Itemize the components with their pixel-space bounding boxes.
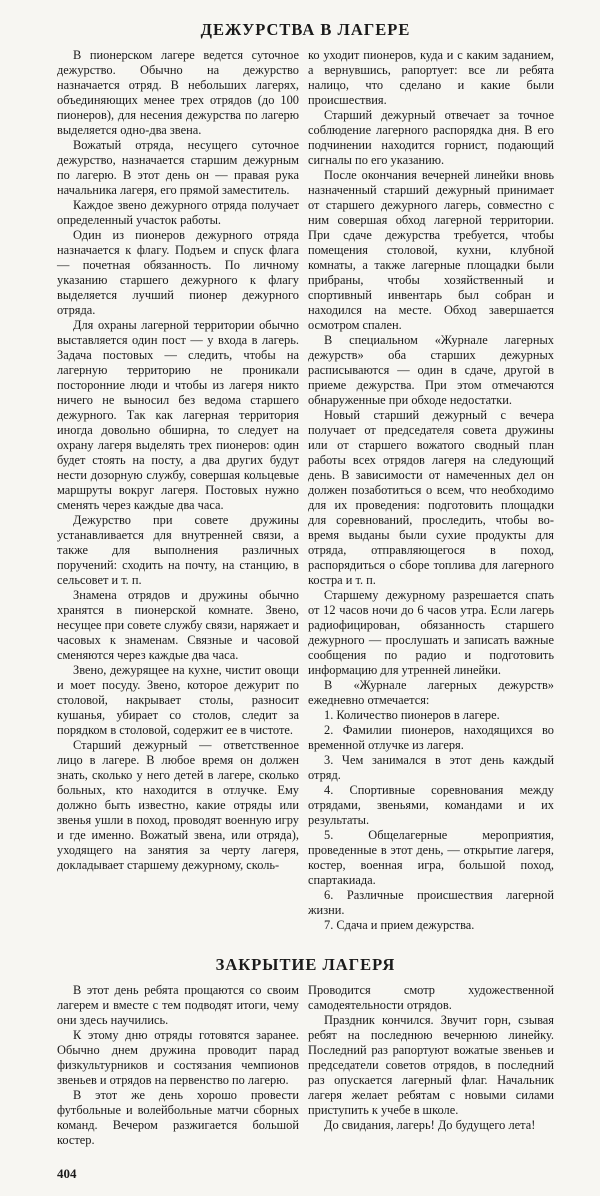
journal-list-item: 4. Спортивные соревнования между отрядами, звеньями, командами и их результаты. [308,783,554,827]
paragraph: Дежурство при совете дружины устанавливается для внутренней связи, а также для выполнения различных поручений: сходить на почту, на станцию, в сельсовет и т. п. [57,513,299,587]
journal-list-item: 6. Различные происшествия лагерной жизни. [308,888,554,917]
journal-list-item: 1. Количество пионеров в лагере. [324,708,500,722]
paragraph: Знамена отрядов и дружины обычно хранятся в пионерской комнате. Звено, несущее при совете службу связи, наряжает и часовых к знаменам. Связные и часовой сменяются через каждые два часа. [57,588,299,662]
paragraph: Новый старший дежурный с вечера получает от председателя совета дружины или от старшего вожатого сводный план работы всех отрядов лагеря на следующий день. В зависимости от намеченных дел он должен позаботиться о всем, что необходимо для их проведения: подготовить площадки для соревнований, проследить, чтобы во-время выданы были сухие продукты для отряда, отправляющегося в поход, распорядиться о сборе топлива для лагерного костра и т. п. [308,408,554,587]
section-title-duty: ДЕЖУРСТВА В ЛАГЕРЕ [200,20,411,39]
paragraph: В этот же день хорошо провести футбольные и волейбольные матчи сборных команд. Вечером разжигается большой костер. [57,1088,299,1147]
paragraph: В специальном «Журнале лагерных дежурств» оба старших дежурных расписываются — один в сдаче, другой в приеме дежурства. При этом отмечаются обнаруженные при обходе недостатки. [308,333,554,407]
paragraph: Каждое звено дежурного отряда получает определенный участок работы. [57,198,299,227]
paragraph: Звено, дежурящее на кухне, чистит овощи и моет посуду. Звено, которое дежурит по столовой, накрывает столы, разносит кушанья, убирает со столов, следит за порядком в столовой, содержит ее в чистоте. [57,663,299,737]
closing-right-column [308,983,554,1133]
closing-section [57,983,554,1148]
paragraph: Праздник кончился. Звучит горн, сзывая ребят на последнюю вечернюю линейку. Последний раз рапортуют вожатые звеньев и председатели советов отрядов, в последний раз опускается лагерный флаг. Начальник лагеря желает ребятам с новыми силами приступить к учебе в школе. [308,1013,554,1117]
journal-list-item: 5. Общелагерные мероприятия, проведенные в этот день, — открытие лагеря, костер, военная игра, большой поход, спартакиада. [308,828,554,887]
paragraph: Старший дежурный — ответственное лицо в лагере. В любое время он должен знать, сколько у него детей в лагере, сколько больных, кто находится в отлучке. Ему должно быть известно, какие отряды или звенья ушли в поход, проводят военную игру и где именно. Вожатый звена, или отряда), уходящего на занятия за черту лагеря, докладывает старшему дежурному, сколь- [57,738,299,872]
paragraph: Проводится смотр художественной самодеятельности отрядов. [308,983,554,1012]
paragraph-continuation: ко уходит пионеров, куда и с каким заданием, а вернувшись, рапортует: все ли ребята налицо, что сделано и какие были происшествия. [308,48,554,107]
paragraph: Вожатый отряда, несущего суточное дежурство, назначается старшим дежурным по лагерю. В этот день он — правая рука начальника лагеря, его прямой заместитель. [57,138,299,197]
paragraph: Старшему дежурному разрешается спать от 12 часов ночи до 6 часов утра. Если лагерь радиофицирован, обязанность старшего дежурного — прослушать и записать важные сообщения по радио и подготовить информацию для утренней линейки. [308,588,554,677]
duty-right-column [308,48,554,933]
journal-list-item: 2. Фамилии пионеров, находящихся во временной отлучке из лагеря. [308,723,554,752]
closing-left-column [57,983,299,1148]
paragraph: К этому дню отряды готовятся заранее. Обычно днем дружина проводит парад физкультурников и состязания чемпионов звеньев и отрядов на первенство по лагерю. [57,1028,299,1087]
paragraph: Старший дежурный отвечает за точное соблюдение лагерного распорядка дня. В его подчинении находится горнист, подающий сигналы по его указанию. [308,108,554,167]
paragraph: В этот день ребята прощаются со своим лагерем и вместе с тем подводят итоги, чему они здесь научились. [57,983,299,1027]
paragraph: После окончания вечерней линейки вновь назначенный старший дежурный принимает от старшего дежурного лагерь, совместно с ним совершая обход лагерной территории. При сдаче дежурства требуется, чтобы помещения столовой, кухни, клубной комнаты, а также лагерные площадки были прибраны, чтобы хозяйственный и спортивный инвентарь был собран и находился на месте. Обход завершается осмотром спален. [308,168,554,332]
duty-left-column [57,48,299,873]
paragraph: В пионерском лагере ведется суточное дежурство. Обычно на дежурство назначается отряд. В небольших лагерях, объединяющих менее трех отрядов (до 100 пионеров), для несения дежурства по лагерю выделяется одно-два звена. [57,48,299,137]
journal-list-item: 7. Сдача и прием дежурства. [324,918,475,932]
duty-section [57,48,554,933]
section-title-closing: ЗАКРЫТИЕ ЛАГЕРЯ [215,955,396,974]
paragraph: Один из пионеров дежурного отряда назначается к флагу. Подъем и спуск флага — почетная обязанность. По личному указанию старшего дежурного к флагу выделяется лучший пионер дежурного отряда. [57,228,299,317]
paragraph: До свидания, лагерь! До будущего лета! [324,1118,536,1132]
journal-list-item: 3. Чем занимался в этот день каждый отряд. [308,753,554,782]
paragraph: В «Журнале лагерных дежурств» ежедневно отмечается: [308,678,554,707]
paragraph: Для охраны лагерной территории обычно выставляется один пост — у входа в лагерь. Задача постовых — следить, чтобы на лагерную территорию не проникали посторонние люди и чтобы из лагеря никто ничего не выносил без ведома старшего дежурного. Так как лагерная территория иногда довольно обширна, то следует на охрану лагеря выделять трех пионеров: один будет стоять на посту, а два других будут нести дозорную службу, совершая кольцевые маршруты вокруг лагеря. Постовых нужно сменять через каждые два часа. [57,318,299,512]
page-number: 404 [57,1166,77,1181]
journal-list [308,708,554,933]
